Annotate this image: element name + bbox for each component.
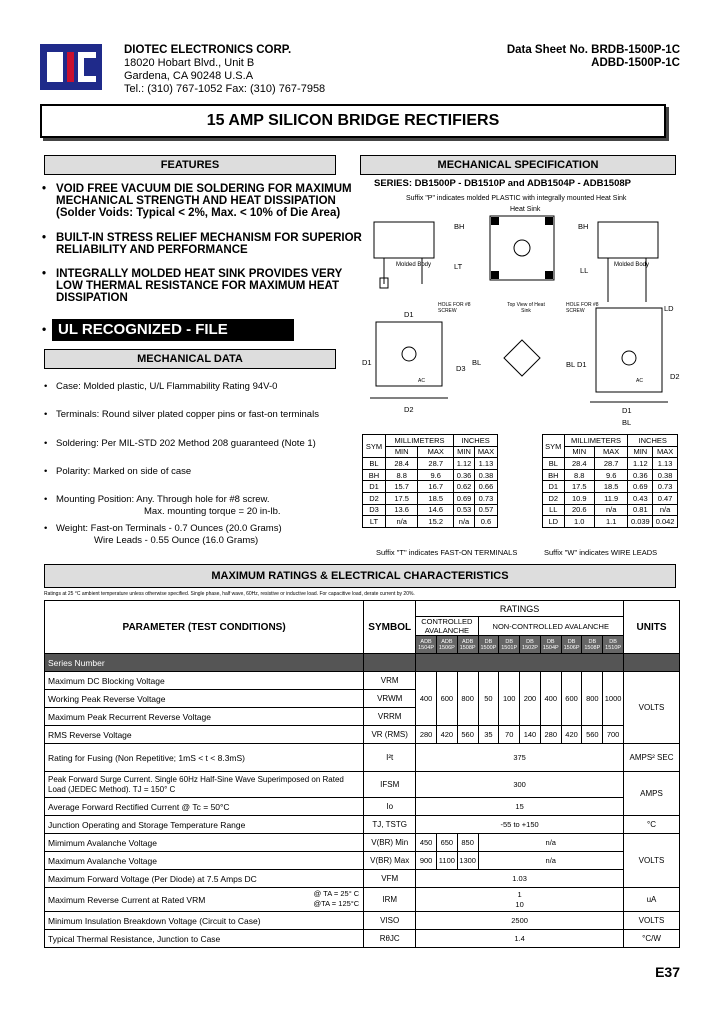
suffix-t-note: Suffix "T" indicates FAST-ON TERMINALS	[376, 548, 518, 557]
ac-label-2: AC	[636, 378, 643, 384]
label-d3: D3	[456, 364, 466, 373]
page-number: E37	[655, 964, 680, 980]
label-bl-2: BL	[622, 418, 632, 427]
label-lt: LT	[454, 262, 463, 271]
table-row: LD 1.0 1.1 0.039 0.042	[543, 516, 678, 528]
features-heading: FEATURES	[44, 155, 336, 175]
mech-weight: • Weight: Fast-on Terminals - 0.7 Ounces (20.0 Grams) Wire Leads - 0.55 Ounce (16.0 Grams)	[44, 523, 282, 546]
table-row: D2 10.9 11.9 0.43 0.47	[543, 492, 678, 504]
dimension-table-right: SYM MILLIMETERS INCHES MIN MAX MIN MAX BL 28.4 28.7 1.12 1.13 BH 8.8 9.6 0.36 0.38 D1 17.5 18.5 0.69 0.73 D2 10.9 11.9 0.43 0.47 LL 20.6 n/a 0.81 n/a LD 1.0 1.1 0.039 0.042	[542, 434, 678, 528]
table-row: Maximum Reverse Current at Rated VRM @ TA = 25° C @TA = 125°C IRM 1 10 uA	[45, 888, 680, 912]
heat-sink-label: Heat Sink	[510, 206, 541, 213]
table-row: Working Peak Reverse Voltage VRWM	[45, 690, 680, 708]
label-bl-1: BL	[472, 358, 482, 367]
hole-note-2: HOLE FOR #8 SCREW	[566, 302, 599, 314]
molded-body-2: Molded Body	[614, 262, 650, 268]
ul-recognized-badge: UL RECOGNIZED - FILE	[52, 319, 294, 341]
mech-mounting: • Mounting Position: Any. Through hole for #8 screw. Max. mounting torque = 20 in-lb.	[44, 494, 281, 517]
label-bh-1: BH	[454, 222, 465, 231]
feature-1: • VOID FREE VACUUM DIE SOLDERING FOR MAXIMUM MECHANICAL STRENGTH AND HEAT DISSIPATION (Solder Voids: Typical < 2%, Max. < 10% of Die Area)	[42, 183, 352, 219]
label-ll: LL	[580, 266, 589, 275]
table-row: LL 20.6 n/a 0.81 n/a	[543, 504, 678, 516]
table-row: RMS Reverse Voltage VR (RMS) 280 420 560 35 70 140 280 420 560 700	[45, 726, 680, 744]
spec-series: SERIES: DB1500P - DB1510P and ADB1504P - ADB1508P	[374, 178, 631, 189]
table-row: Maximum DC Blocking Voltage VRM 400 600 800 50 100 200 400 600 800 1000 VOLTS	[45, 672, 680, 690]
table-row: Maximum Avalanche Voltage V(BR) Max 900 1100 1300 n/a	[45, 852, 680, 870]
label-bl-d1: BL D1	[566, 360, 587, 369]
table-row: Peak Forward Surge Current. Single 60Hz Half-Sine Wave Superimposed on Rated Load (JEDEC Method). TJ = 150° C IFSM 300 AMPS	[45, 772, 680, 798]
table-row: Average Forward Rectified Current @ Tc = 50°C Io 15	[45, 798, 680, 816]
top-view-note: Top View of Heat Sink	[507, 302, 545, 314]
phone: Tel.: (310) 767-1052 Fax: (310) 767-7958	[124, 83, 326, 95]
address-1: 18020 Hobart Blvd., Unit B	[124, 57, 255, 69]
suffix-w-note: Suffix "W" indicates WIRE LEADS	[544, 548, 658, 557]
label-d2-1: D2	[404, 405, 414, 414]
label-d1-top: D1	[404, 310, 414, 319]
table-row: Maximum Peak Recurrent Reverse Voltage VRRM	[45, 708, 680, 726]
table-row: D2 17.5 18.5 0.69 0.73	[363, 492, 498, 504]
mech-polarity: • Polarity: Marked on side of case	[44, 466, 192, 477]
dimension-table-left: SYM MILLIMETERS INCHES MIN MAX MIN MAX BL 28.4 28.7 1.12 1.13 BH 8.8 9.6 0.36 0.38 D1 15.7 16.7 0.62 0.66 D2 17.5 18.5 0.69 0.73 D3 13.6 14.6 0.53 0.57 LT n/a 15.2 n/a 0.6	[362, 434, 498, 528]
table-row: D1 15.7 16.7 0.62 0.66	[363, 481, 498, 493]
table-row: BH 8.8 9.6 0.36 0.38	[543, 469, 678, 481]
ac-label-1: AC	[418, 378, 425, 384]
table-row: Rating for Fusing (Non Repetitive; 1mS < t < 8.3mS) I²t 375 AMPS² SEC	[45, 744, 680, 772]
table-row: BL 28.4 28.7 1.12 1.13	[543, 458, 678, 470]
suffix-p-note: Suffix "P" indicates molded PLASTIC with integrally mounted Heat Sink	[406, 195, 627, 202]
table-row: LT n/a 15.2 n/a 0.6	[363, 516, 498, 528]
label-bh-2: BH	[578, 222, 589, 231]
hole-note-1: HOLE FOR #8 SCREW	[438, 302, 471, 314]
label-d1-side: D1	[362, 358, 372, 367]
address-2: Gardena, CA 90248 U.S.A	[124, 70, 254, 82]
table-row: Typical Thermal Resistance, Junction to Case RθJC 1.4 °C/W	[45, 930, 680, 948]
mech-terminals: • Terminals: Round silver plated copper pins or fast-on terminals	[44, 409, 319, 420]
table-row: D3 13.6 14.6 0.53 0.57	[363, 504, 498, 516]
table-row: Junction Operating and Storage Temperature Range TJ, TSTG -55 to +150 °C	[45, 816, 680, 834]
label-ld: LD	[664, 304, 674, 313]
molded-body-1: Molded Body	[396, 262, 432, 268]
label-d1-r: D1	[622, 406, 632, 415]
table-row: Minimum Insulation Breakdown Voltage (Circuit to Case) VISO 2500 VOLTS	[45, 912, 680, 930]
page-title: 15 AMP SILICON BRIDGE RECTIFIERS	[40, 104, 666, 138]
mech-case: • Case: Molded plastic, U/L Flammability Rating 94V-0	[44, 381, 278, 392]
datasheet-number: Data Sheet No. BRDB-1500P-1C ADBD-1500P-1C	[506, 44, 680, 69]
spec-heading: MECHANICAL SPECIFICATION	[360, 155, 676, 175]
package-diagram	[360, 212, 680, 432]
table-row: BL 28.4 28.7 1.12 1.13	[363, 458, 498, 470]
company-block	[124, 44, 325, 96]
diotec-logo	[40, 44, 102, 90]
table-row: BH 8.8 9.6 0.36 0.38	[363, 469, 498, 481]
mech-soldering: • Soldering: Per MIL-STD 202 Method 208 guaranteed (Note 1)	[44, 438, 316, 449]
mechanical-heading: MECHANICAL DATA	[44, 349, 336, 369]
table-row: Maximum Forward Voltage (Per Diode) at 7.5 Amps DC VFM 1.03	[45, 870, 680, 888]
ratings-heading: MAXIMUM RATINGS & ELECTRICAL CHARACTERISTICS	[44, 564, 676, 588]
table-row: Mimimum Avalanche Voltage V(BR) Min 450 650 850 n/a VOLTS	[45, 834, 680, 852]
table-row: D1 17.5 18.5 0.69 0.73	[543, 481, 678, 493]
feature-3: • INTEGRALLY MOLDED HEAT SINK PROVIDES VERY LOW THERMAL RESISTANCE FOR MAXIMUM HEAT DISSIPATION	[42, 268, 343, 304]
label-d2-2: D2	[670, 372, 680, 381]
ratings-note: Ratings at 25 °C ambient temperature unless otherwise specified. Single phase, half wave, 60Hz, resistive or inductive load. For capacitive load, derate current by 20%.	[44, 591, 415, 597]
company-name: DIOTEC ELECTRONICS CORP.	[124, 44, 292, 56]
ratings-table: PARAMETER (TEST CONDITIONS) SYMBOL RATINGS UNITS CONTROLLED AVALANCHE NON-CONTROLLED AVALANCHE ADB 1504P ADB 1506P ADB 1508P DB 1500P DB 1501P DB 1502P DB 1504P DB 1506P DB 1508P DB 1510P Series Number Maximum DC Blocking Voltage VRM 400 600 800 50 100 200 400 600 800 1000 VOLTS Working Peak Reverse Voltage VRWM Maximum Peak Recurrent Reverse Voltage VRRM RMS Reverse Voltage VR (RMS) 280 420 560 35 70 140 280 420 560 700 Rating for Fusing (Non Repetitive; 1mS < t < 8.3mS) I²t 375 AMPS² SEC Peak Forward Surge Current. Single 60Hz Half-Sine Wave Superimposed on Rated Load (JEDEC Method). TJ = 150° C IFSM 300 AMPS Average Forward Rectified Current @ Tc = 50°C Io 15 Junction Operating and Storage Temperature Range TJ, TSTG -55 to +150 °C Mimimum Avalanche Voltage V(BR) Min 450 650 850 n/a VOLTS Maximum Avalanche Voltage V(BR) Max 900 1100 1300 n/a Maximum Forward Voltage (Per Diode) at 7.5 Amps DC VFM 1.03 Maximum Reverse Current at Rated VRM @ TA = 25° C @TA = 125°C IRM 1 10 uA Minimum Insulation Breakdown Voltage (Circuit to Case) VISO 2500 VOLTS Typical Thermal Resistance, Junction to Case RθJC 1.4 °C/W	[44, 600, 680, 948]
feature-2: • BUILT-IN STRESS RELIEF MECHANISM FOR SUPERIOR RELIABILITY AND PERFORMANCE	[42, 232, 362, 256]
